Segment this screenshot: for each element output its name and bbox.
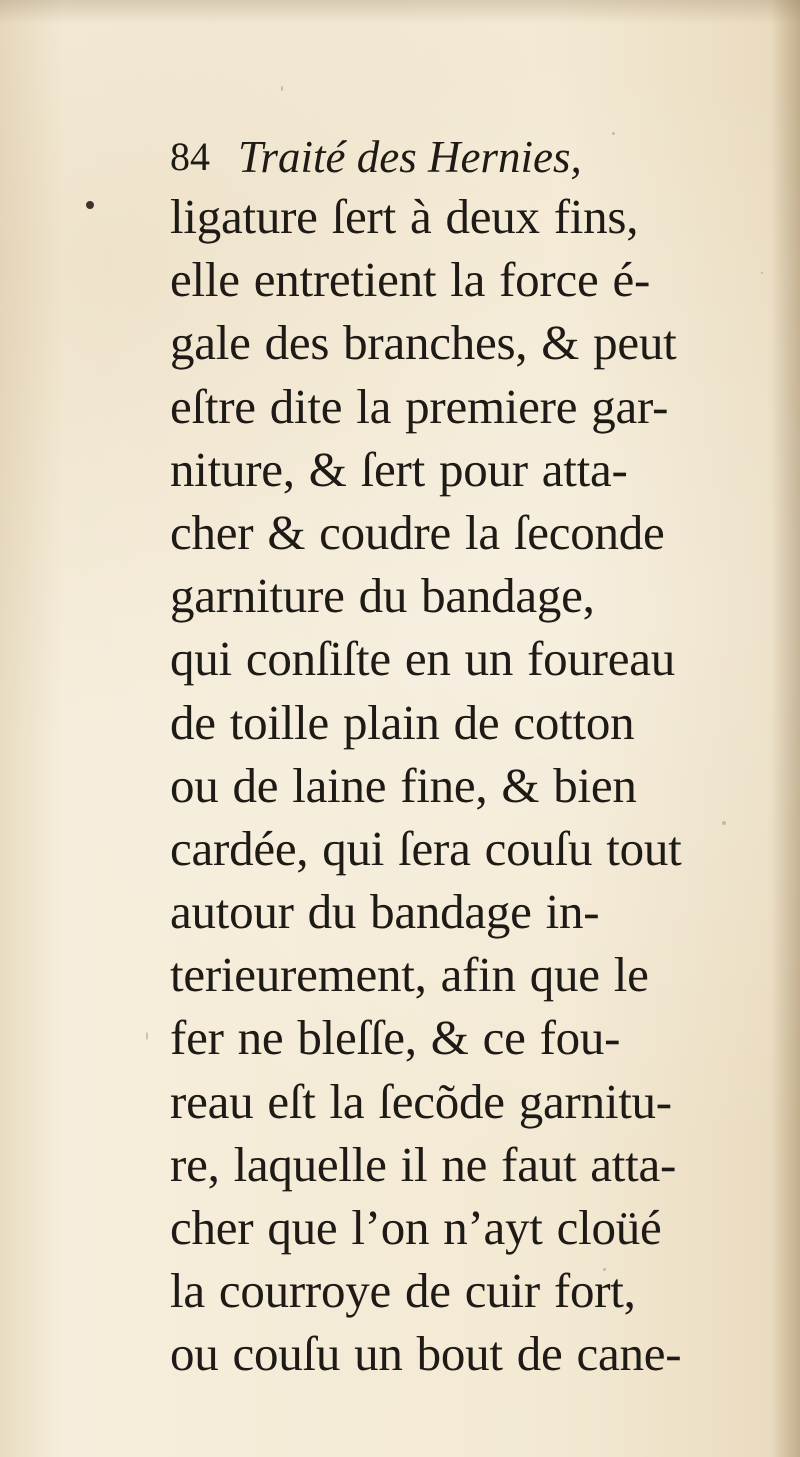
text-line: eſtre dite la premiere gar- [170, 378, 669, 434]
text-line: cardée, qui ſera couſu tout [170, 820, 682, 876]
paper-speck [761, 272, 763, 274]
paper-speck [281, 86, 283, 91]
running-title: Traité des Hernies, [238, 132, 582, 182]
text-line: ligature ſert à deux fins, [170, 189, 639, 244]
text-line: cher que l’on n’ayt cloüé [170, 1200, 662, 1255]
text-line: autour du bandage in- [170, 884, 600, 940]
text-line: gale des branches, & peut [170, 315, 677, 371]
paper-speck [146, 1032, 148, 1040]
text-line: niture, & ſert pour atta- [170, 441, 628, 497]
text-line: la courroye de cuir fort, [170, 1263, 636, 1319]
text-line: ou couſu un bout de cane- [170, 1326, 682, 1382]
text-line: fer ne bleſſe, & ce fou- [170, 1010, 621, 1066]
paper-speck [612, 132, 615, 135]
text-line: reau eſt la ſecõde garnitu- [170, 1073, 672, 1129]
text-line: qui conſiſte en un foureau [170, 631, 675, 687]
text-line: ou de laine fine, & bien [170, 757, 637, 813]
body-text [170, 185, 730, 1386]
text-line: de toille plain de cotton [170, 694, 635, 750]
top-page-shadow [0, 0, 800, 24]
page-number: 84 [170, 134, 210, 179]
right-page-edge-shadow [772, 0, 800, 1457]
text-line: cher & coudre la ſeconde [170, 504, 665, 560]
text-line: terieurement, afin que le [170, 947, 649, 1003]
margin-dot [86, 201, 94, 209]
page-header [170, 126, 582, 188]
text-line: garniture du bandage, [170, 568, 595, 624]
text-line: re, laquelle il ne faut atta- [170, 1136, 677, 1192]
text-line: elle entretient la force é- [170, 252, 651, 308]
